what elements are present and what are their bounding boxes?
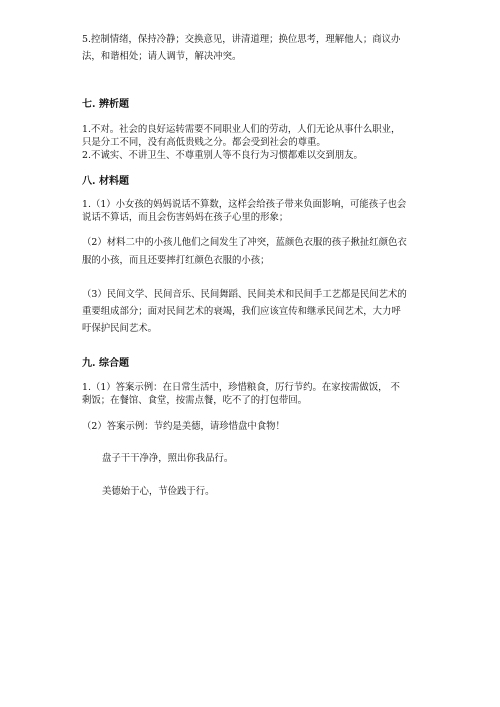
answer-8-2-line-1: （2）材料二中的小孩儿他们之间发生了冲突，蓝颜色衣服的孩子揪扯红颜色衣: [82, 237, 407, 248]
answer-9-1-line-2: 剩饭；在餐馆、食堂，按需点餐，吃不了的打包带回。: [82, 395, 308, 406]
verse-line-2: 美德始于心，节俭践于行。: [102, 486, 215, 497]
section-7-heading: 七. 辨析题: [82, 99, 129, 110]
answer-6-5-line-1: 5.控制情绪，保持冷静；交换意见，讲清道理；换位思考，理解他人；商议办: [82, 34, 401, 45]
answer-8-3-line-1: （3）民间文学、民间音乐、民间舞蹈、民间美术和民间手工艺都是民间艺术的: [82, 289, 407, 300]
answer-7-1-line-2: 只是分工不同，没有高低贵贱之分。都会受到社会的尊重。: [82, 137, 326, 148]
answer-8-3-line-3: 吁保护民间艺术。: [82, 323, 158, 334]
answer-9-2: （2）答案示例：节约是美德，请珍惜盘中食物！: [82, 421, 285, 432]
answer-6-5-line-2: 法，和谐相处；请人调节，解决冲突。: [82, 51, 242, 62]
answer-8-3-line-2: 重要组成部分；面对民间艺术的衰竭，我们应该宣传和继承民间艺术，大力呼: [82, 306, 401, 317]
answer-7-2: 2.不诚实、不讲卫生、不尊重别人等不良行为习惯都难以交到朋友。: [82, 150, 363, 161]
answer-8-2-line-2: 服的小孩，而且还要摔打红颜色衣服的小孩；: [82, 255, 270, 266]
section-9-heading: 九. 综合题: [82, 358, 129, 369]
section-8-heading: 八. 材料题: [82, 176, 129, 187]
verse-line-1: 盘子干干净净，照出你我品行。: [102, 453, 234, 464]
answer-8-1-line-2: 说话不算话，而且会伤害妈妈在孩子心里的形象；: [82, 212, 289, 223]
answer-8-1-line-1: 1.（1）小女孩的妈妈说话不算数，这样会给孩子带来负面影响，可能孩子也会: [82, 199, 407, 210]
answer-9-1-line-1: 1.（1）答案示例：在日常生活中，珍惜粮食，厉行节约。在家按需做饭， 不: [82, 382, 400, 393]
answer-7-1-line-1: 1.不对。社会的良好运转需要不同职业人们的劳动，人们无论从事什么职业，: [82, 124, 401, 135]
